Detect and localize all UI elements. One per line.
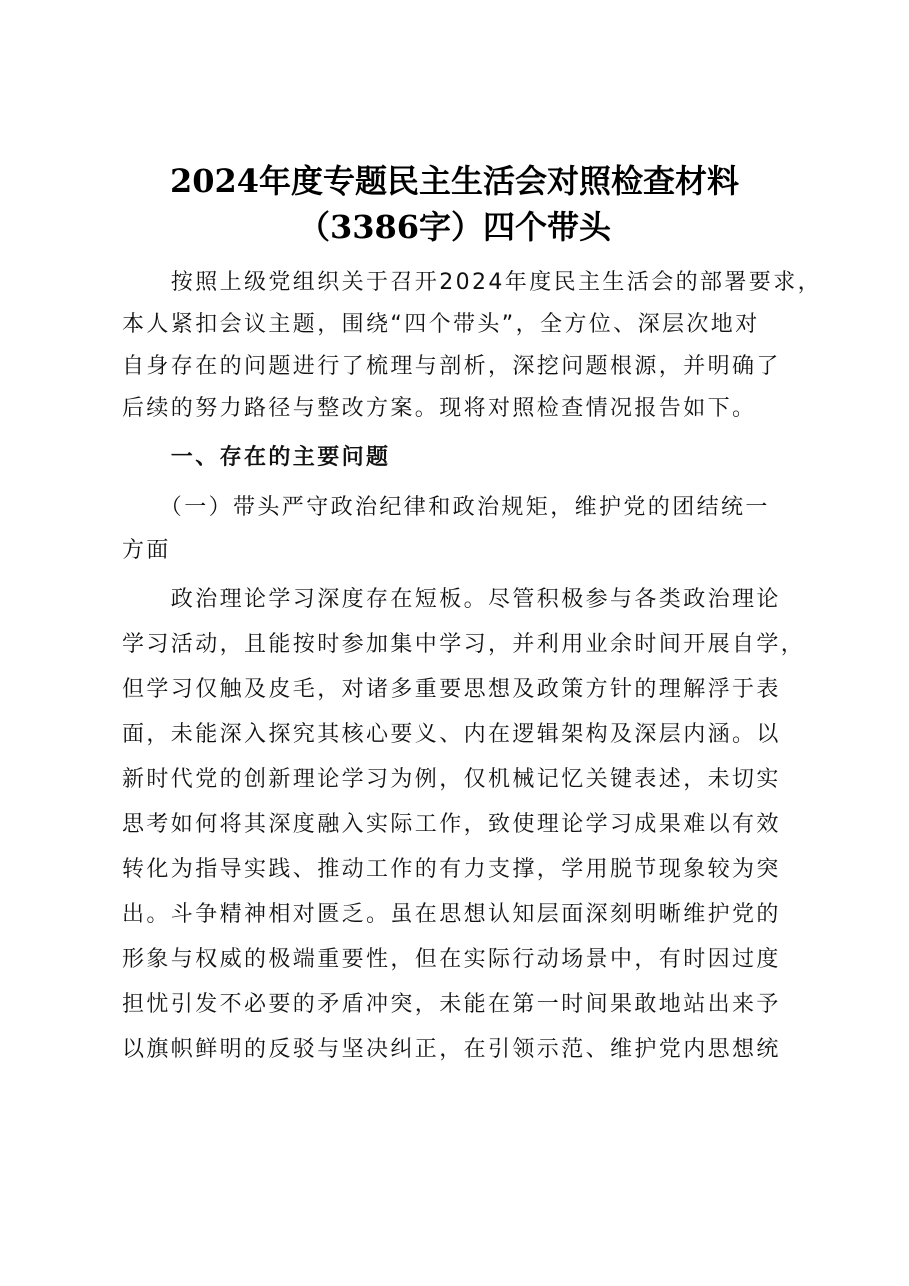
- paragraph-body-line-10: 担忧引发不必要的矛盾冲突，未能在第一时间果敢地站出来予: [122, 992, 781, 1017]
- paragraph-intro-line-3: 自身存在的问题进行了梳理与剖析，深挖问题根源，并明确了: [122, 354, 781, 379]
- paragraph-intro-line-2: 本人紧扣会议主题，围绕“四个带头”，全方位、深层次地对: [122, 312, 760, 337]
- paragraph-intro-line-4: 后续的努力路径与整改方案。现将对照检查情况报告如下。: [122, 396, 757, 421]
- paragraph-intro-line-1: 按照上级党组织关于召开2024年度民主生活会的部署要求，: [122, 270, 822, 295]
- paragraph-body-line-9: 形象与权威的极端重要性，但在实际行动场景中，有时因过度: [122, 947, 781, 972]
- paragraph-body-line-5: 新时代党的创新理论学习为例，仅机械记忆关键表述，未切实: [122, 767, 781, 792]
- subsection-heading-line-1: （一）带头严守政治纪律和政治规矩，维护党的团结统一: [122, 495, 770, 520]
- paragraph-body-line-4: 面，未能深入探究其核心要义、内在逻辑架构及深层内涵。以: [122, 722, 781, 747]
- document-title-line-1: 2024年度专题民主生活会对照检查材料: [169, 162, 740, 200]
- subsection-heading-line-2: 方面: [122, 538, 171, 563]
- section-heading-1: 一、存在的主要问题: [122, 445, 391, 470]
- document-title-line-2: （3386字）四个带头: [297, 208, 612, 246]
- paragraph-body-line-2: 学习活动，且能按时参加集中学习，并利用业余时间开展自学，: [122, 632, 806, 657]
- paragraph-body-line-11: 以旗帜鲜明的反驳与坚决纠正，在引领示范、维护党内思想统: [122, 1037, 781, 1062]
- paragraph-body-line-8: 出。斗争精神相对匮乏。虽在思想认知层面深刻明晰维护党的: [122, 902, 781, 927]
- paragraph-body-line-3: 但学习仅触及皮毛，对诸多重要思想及政策方针的理解浮于表: [122, 677, 781, 702]
- paragraph-body-line-6: 思考如何将其深度融入实际工作，致使理论学习成果难以有效: [122, 812, 781, 837]
- paragraph-body-line-7: 转化为指导实践、推动工作的有力支撑，学用脱节现象较为突: [122, 857, 781, 882]
- paragraph-body-line-1: 政治理论学习深度存在短板。尽管积极参与各类政治理论: [122, 587, 781, 612]
